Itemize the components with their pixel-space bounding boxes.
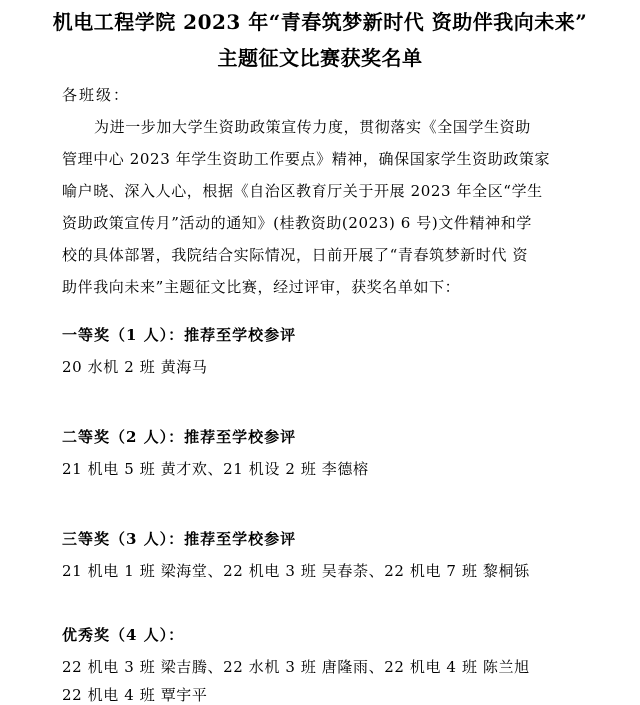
salutation: 各班级： — [62, 86, 131, 104]
award-excellence-names-line-1: 22 机电 3 班 梁吉腾、22 水机 3 班 唐隆雨、22 机电 4 班 陈兰旭 — [62, 658, 530, 676]
award-second-title: 二等奖（2 人）：推荐至学校参评 — [62, 428, 297, 446]
award-excellence-title: 优秀奖（4 人）： — [62, 626, 185, 644]
award-third-names: 21 机电 1 班 梁海堂、22 机电 3 班 吴春荼、22 机电 7 班 黎桐铄 — [62, 562, 530, 580]
paragraph-line: 喻户晓、深入人心，根据《自治区教育厅关于开展 2023 年全区“学生 — [62, 182, 543, 200]
award-third-title: 三等奖（3 人）：推荐至学校参评 — [62, 530, 297, 548]
paragraph-line: 资助政策宣传月”活动的通知》(桂教资助(2023) 6 号)文件精神和学 — [62, 214, 532, 232]
award-second-names: 21 机电 5 班 黄才欢、21 机设 2 班 李德榕 — [62, 460, 369, 478]
paragraph-line: 为进一步加大学生资助政策宣传力度，贯彻落实《全国学生资助 — [94, 118, 531, 136]
document-title-line-2: 主题征文比赛获奖名单 — [217, 46, 423, 70]
paragraph-line: 助伴我向未来”主题征文比赛，经过评审，获奖名单如下： — [62, 278, 461, 296]
award-excellence-names-line-2: 22 机电 4 班 覃宇平 — [62, 686, 208, 704]
paragraph-line: 校的具体部署，我院结合实际情况，日前开展了“青春筑梦新时代 资 — [62, 246, 529, 264]
award-first-names: 20 水机 2 班 黄海马 — [62, 358, 208, 376]
award-first-title: 一等奖（1 人）：推荐至学校参评 — [62, 326, 297, 344]
paragraph-line: 管理中心 2023 年学生资助工作要点》精神，确保国家学生资助政策家 — [62, 150, 551, 168]
document-title-line-1: 机电工程学院 2023 年“青春筑梦新时代 资助伴我向未来” — [52, 10, 588, 34]
